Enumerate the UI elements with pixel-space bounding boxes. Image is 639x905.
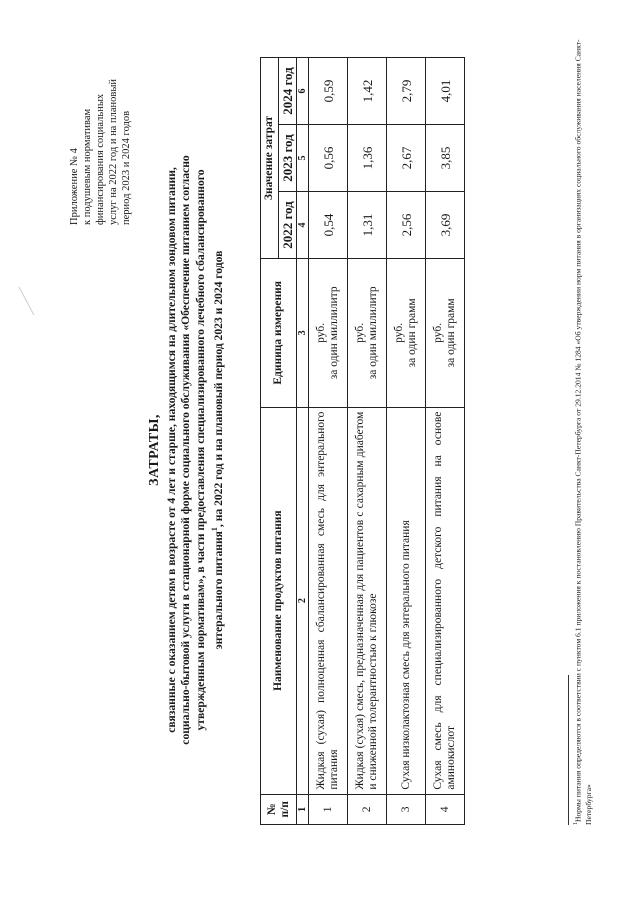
column-index: 3 [297,259,309,408]
value-2023: 0,56 [309,125,348,192]
row-number: 2 [348,794,387,824]
header-unit: Единица измерения [261,259,297,408]
value-2024: 2,79 [387,58,426,125]
header-value-group: Значение затрат [261,58,279,259]
column-index: 5 [297,125,309,192]
unit-currency: руб. [393,322,405,343]
unit-cell [387,259,426,408]
footnote-divider [568,675,569,825]
value-2022: 0,54 [309,192,348,259]
header-year: 2022 год [279,192,297,259]
value-2024: 4,01 [426,58,465,125]
product-name: Сухая низколактозная смесь для энтерального питания [387,407,426,794]
value-2023: 2,67 [387,125,426,192]
appendix-line: к подушевым нормативам [82,108,93,225]
value-2023: 1,36 [348,125,387,192]
value-2022: 3,69 [426,192,465,259]
unit-cell [348,259,387,408]
value-2023: 3,85 [426,125,465,192]
appendix-line: Приложение № 4 [69,148,80,225]
value-2024: 0,59 [309,58,348,125]
heading-line: социально-бытовой услуги в стационарной форме социального обслуживания «Обеспечение питанием согласно [179,155,193,745]
row-number: 1 [309,794,348,824]
column-index: 2 [297,407,309,794]
product-name: Жидкая (сухая) смесь, предназначенная для пациентов с сахарным диабетом и сниженной толерантностью к глюкозе [348,407,387,794]
header-year: 2024 год [279,58,297,125]
row-number: 3 [387,794,426,824]
column-index: 4 [297,192,309,259]
heading-line: утвержденным нормативам», в части предоставления специализированного лечебного сбалансированного [193,169,207,731]
document-title: ЗАТРАТЫ, [147,414,162,486]
unit-measure: за один грамм [406,298,418,368]
unit-cell [309,259,348,408]
value-2022: 1,31 [348,192,387,259]
unit-measure: за один миллилитр [367,286,379,380]
product-name: Сухая смесь для специализированного детского питания на основе аминокислот [426,407,465,794]
unit-currency: руб. [432,322,444,343]
appendix-note [68,25,133,225]
footnote [571,35,594,825]
table-row [348,58,387,825]
footnote-reference: 1 [210,527,220,532]
table-row [426,58,465,825]
table-row [387,58,426,825]
table-row [309,58,348,825]
document-heading [148,55,227,845]
footnote-text: Нормы питания определяются в соответствии с пунктом 6.1 приложения к постановлению Правительства Санкт-Петербурга от 29.12.2014 № 1284 «Об утверждении норм питания в организациях социального обслуживания населения Санкт-Петербурга» [573,39,593,825]
value-2022: 2,56 [387,192,426,259]
column-index: 6 [297,58,309,125]
unit-measure: за один миллилитр [328,286,340,380]
footnote-mark: 1 [573,822,579,825]
header-name: Наименование продуктов питания [261,407,297,794]
row-number: 4 [426,794,465,824]
column-index: 1 [297,794,309,824]
unit-cell [426,259,465,408]
heading-line: связанные с оказанием детям в возрасте от 4 лет и старше, находящимся на длительном зондовом питании, [164,167,178,733]
column-index-row [297,58,309,825]
value-2024: 1,42 [348,58,387,125]
paper-scuff-mark [19,287,35,316]
costs-table [260,57,465,825]
unit-currency: руб. [315,322,327,343]
header-year: 2023 год [279,125,297,192]
appendix-line: услуг на 2022 год и на плановый [108,79,119,225]
unit-measure: за один грамм [445,298,457,368]
heading-line-text: энтерального питания [212,531,226,650]
product-name: Жидкая (сухая) полноценная сбалансированная смесь для энтерального питания [309,407,348,794]
heading-line-text: , на 2022 год и на плановый период 2023 и 2024 годов [212,250,226,528]
appendix-line: финансирования социальных [95,93,106,225]
unit-currency: руб. [354,322,366,343]
heading-line [208,55,226,845]
appendix-line: период 2023 и 2024 годов [121,110,132,225]
header-num: № п/п [261,794,297,824]
